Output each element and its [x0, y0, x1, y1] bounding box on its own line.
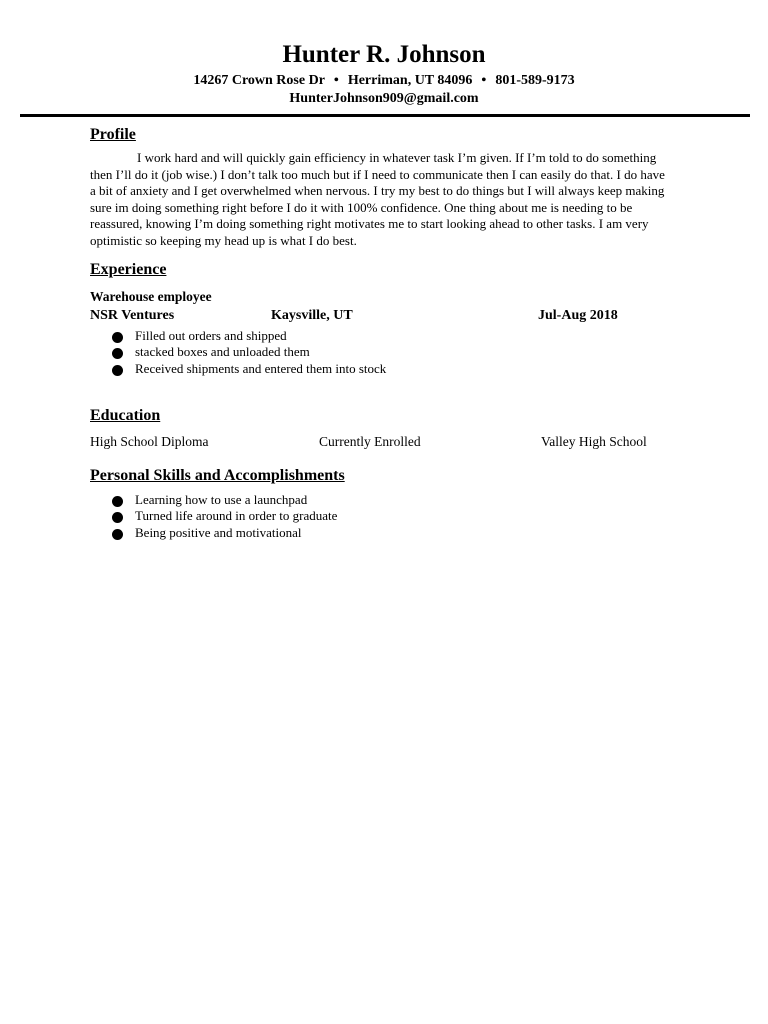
education-section: [90, 406, 680, 452]
skills-section: [90, 466, 680, 542]
education-row: [90, 432, 680, 452]
list-item-text: stacked boxes and unloaded them: [135, 344, 310, 360]
bullet-icon: [112, 348, 123, 359]
email-address: HunterJohnson909@gmail.com: [289, 91, 479, 106]
job-company: NSR Ventures: [90, 307, 175, 323]
resume-body: [90, 125, 680, 542]
job-dates: Jul-Aug 2018: [538, 307, 618, 323]
street-address: 14267 Crown Rose Dr: [193, 73, 325, 88]
bullet-icon: [112, 332, 123, 343]
contact-address-line: [0, 72, 768, 90]
bullet-separator: •: [333, 73, 339, 88]
experience-heading: Experience: [90, 260, 167, 278]
job-details-row: [90, 306, 680, 326]
list-item-text: Turned life around in order to graduate: [135, 508, 338, 524]
list-item-text: Filled out orders and shipped: [135, 327, 287, 343]
profile-paragraph: I work hard and will quickly gain efficiency in whatever task I’m given. If I’m told to do something then I’ll do it (job wise.) I don’t talk too much but if I need to communicate then I can easily do that. I do have a bit of anxiety and I get overwhelmed when nervous. I try my best to do things but I will always keep making sure im doing something right before I do it with 100% confidence. One thing about me is needing to be reassured, knowing I’m doing something right motivates me to start looking ahead to other tasks. I am very optimistic so keeping my head up is what I do best.: [90, 150, 665, 248]
city-state-zip: Herriman, UT 84096: [347, 73, 473, 88]
list-item: [90, 508, 680, 525]
bullet-separator: •: [481, 73, 487, 88]
list-item-text: Being positive and motivational: [135, 525, 302, 541]
bullet-icon: [112, 496, 123, 507]
experience-bullet-list: [90, 328, 680, 378]
education-school: Valley High School: [541, 433, 647, 449]
bullet-icon: [112, 365, 123, 376]
education-heading: Education: [90, 406, 161, 424]
header-divider: [20, 114, 750, 117]
bullet-icon: [112, 512, 123, 523]
list-item: [90, 361, 680, 378]
skills-heading: Personal Skills and Accomplishments: [90, 466, 345, 484]
list-item: [90, 344, 680, 361]
list-item: [90, 492, 680, 509]
job-role: Warehouse employee: [90, 288, 212, 304]
skills-bullet-list: [90, 492, 680, 542]
phone-number: 801-589-9173: [495, 73, 575, 88]
list-item-text: Received shipments and entered them into stock: [135, 360, 387, 376]
list-item: [90, 328, 680, 345]
applicant-name: Hunter R. Johnson: [282, 41, 486, 68]
list-item: [90, 525, 680, 542]
profile-heading: Profile: [90, 126, 136, 143]
experience-section: [90, 260, 680, 378]
bullet-icon: [112, 529, 123, 540]
education-status: Currently Enrolled: [319, 433, 421, 449]
profile-section: [90, 125, 680, 250]
job-location: Kaysville, UT: [271, 307, 353, 323]
resume-header: [0, 38, 768, 108]
education-degree: High School Diploma: [90, 433, 209, 449]
list-item-text: Learning how to use a launchpad: [135, 491, 308, 507]
